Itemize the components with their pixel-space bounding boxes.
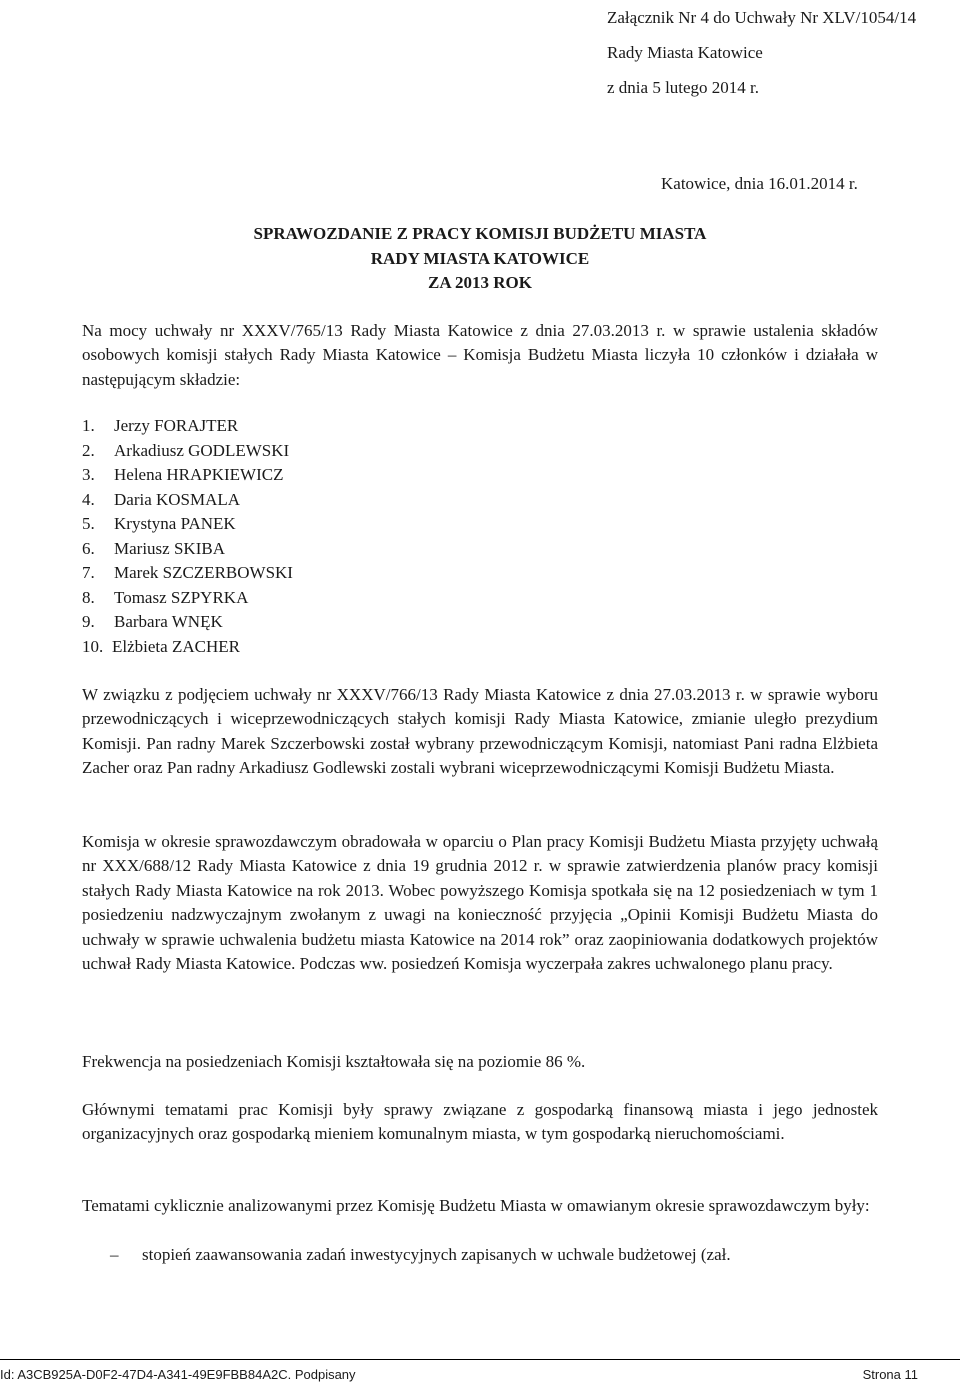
annex-line-2: Rady Miasta Katowice [607,43,763,62]
list-item-number: 9. [82,612,95,631]
paragraph-presidium: W związku z podjęciem uchwały nr XXXV/766/13 Rady Miasta Katowice z dnia 27.03.2013 r. w sprawie wyboru przewodniczących i wiceprzewodniczących stałych komisji Rady Miasta Katowice, zmianie uległo prezydium Komisji. Pan radny Marek Szczerbowski został wybrany przewodniczącym Komisji, natomiast Pani radna Elżbieta Zacher oraz Pan radny Arkadiusz Godlewski zostali wybrani wiceprzewodniczącymi Komisji Budżetu Miasta. [82,685,878,778]
list-item [82,463,293,488]
list-item-number: 3. [82,465,95,484]
list-item-name: Helena HRAPKIEWICZ [114,465,284,484]
list-item [82,561,293,586]
list-item-number: 10. [82,636,104,656]
list-item [82,512,293,537]
list-item [82,414,293,439]
list-item [82,488,293,513]
bullet-item [110,1243,731,1267]
annex-line-3: z dnia 5 lutego 2014 r. [607,78,760,97]
title-line-2: RADY MIASTA KATOWICE [370,248,590,268]
place-date: Katowice, dnia 16.01.2014 r. [661,174,858,193]
paragraph-attendance: Frekwencja na posiedzeniach Komisji kształtowała się na poziomie 86 %. [82,1052,586,1071]
list-item-number: 1. [82,416,95,435]
members-list [82,414,293,659]
list-item-name: Daria KOSMALA [114,489,241,509]
paragraph-main-topics: Głównymi tematami prac Komisji były sprawy związane z gospodarką finansową miasta i jego jednostek organizacyjnych oraz gospodarką mieniem komunalnym miasta, w tym gospodarką nieruchomościami. [82,1100,878,1144]
annex-header [607,0,916,105]
paragraph-cyclic-topics: Tematami cyklicznie analizowanymi przez Komisję Budżetu Miasta w omawianym okresie sprawozdawczym były: [82,1196,870,1215]
list-item-number: 4. [82,489,95,509]
paragraph-work-plan: Komisja w okresie sprawozdawczym obradowała w oparciu o Plan pracy Komisji Budżetu Miasta przyjęty uchwałą nr XXX/688/12 Rady Miasta Katowice z dnia 19 grudnia 2012 r. w sprawie zatwierdzenia planów pracy komisji stałych Rady Miasta Katowice na rok 2013. Wobec powyższego Komisja spotkała się na 12 posiedzeniach w tym 1 posiedzeniu nadzwyczajnym zwołanym z uwagi na konieczność przyjęcia „Opinii Komisji Budżetu Miasta do uchwały w sprawie uchwalenia budżetu miasta Katowice na 2014 rok” oraz zaopiniowania dodatkowych projektów uchwał Rady Miasta Katowice. Podczas ww. posiedzeń Komisja wyczerpała zakres uchwalonego planu pracy. [82,832,878,974]
list-item-name: Mariusz SKIBA [114,538,225,558]
footer-document-id: Id: A3CB925A-D0F2-47D4-A341-49E9FBB84A2C. Podpisany [0,1367,356,1382]
bullet-item-text: stopień zaawansowania zadań inwestycyjnych zapisanych w uchwale budżetowej (zał. [142,1245,731,1264]
list-item-number: 2. [82,440,95,460]
paragraph-composition: Na mocy uchwały nr XXXV/765/13 Rady Miasta Katowice z dnia 27.03.2013 r. w sprawie ustalenia składów osobowych komisji stałych Rady Miasta Katowice – Komisja Budżetu Miasta liczyła 10 członków i działała w następującym składzie: [82,321,878,389]
list-item-name: Krystyna PANEK [114,514,236,533]
title-line-1: SPRAWOZDANIE Z PRACY KOMISJI BUDŻETU MIASTA [253,224,707,243]
title-line-3: ZA 2013 ROK [428,273,532,292]
list-item-name: Jerzy FORAJTER [114,416,239,435]
list-item [82,635,293,660]
list-item [82,610,293,635]
list-item-number: 5. [82,514,95,533]
annex-line-1: Załącznik Nr 4 do Uchwały Nr XLV/1054/14 [607,8,917,27]
list-item-number: 6. [82,538,95,558]
footer-page-number: Strona 11 [862,1367,918,1382]
list-item-number: 8. [82,587,95,607]
list-item-name: Barbara WNĘK [114,612,223,631]
list-item [82,586,293,611]
footer-divider [0,1359,960,1360]
list-item [82,439,293,464]
list-item-number: 7. [82,563,95,582]
list-item-name: Tomasz SZPYRKA [114,587,249,607]
dash-bullet: – [110,1245,119,1264]
list-item-name: Marek SZCZERBOWSKI [114,563,293,582]
list-item [82,537,293,562]
document-title [82,222,878,296]
list-item-name: Arkadiusz GODLEWSKI [114,440,290,460]
list-item-name: Elżbieta ZACHER [112,636,240,656]
